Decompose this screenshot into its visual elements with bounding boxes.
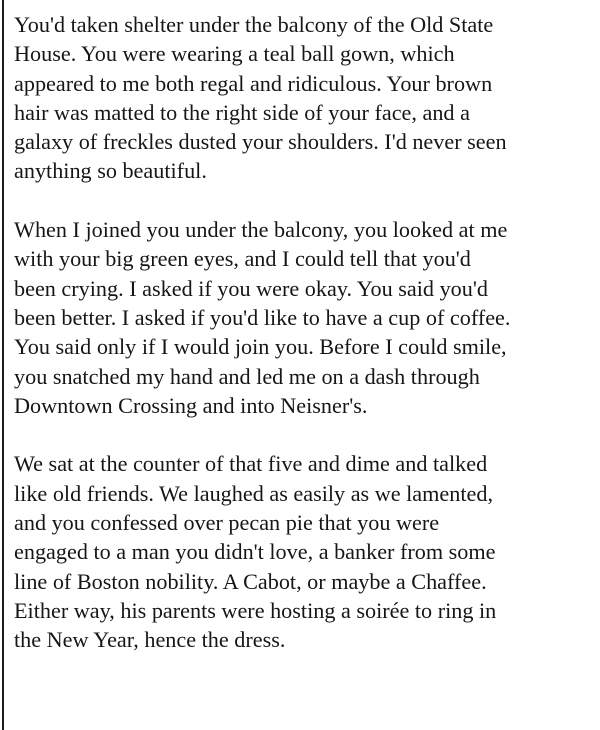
paragraph-line: galaxy of freckles dusted your shoulders. I'd never seen: [14, 129, 507, 155]
paragraph-line: been crying. I asked if you were okay. You said you'd: [14, 275, 488, 301]
paragraph-line: appeared to me both regal and ridiculous. Your brown: [14, 70, 493, 96]
paragraph-line: engaged to a man you didn't love, a banker from some: [14, 539, 496, 565]
paragraph-line: with your big green eyes, and I could tell that you'd: [14, 246, 471, 272]
paragraph-line: anything so beautiful.: [14, 158, 207, 184]
paragraph-line: You said only if I would join you. Before I could smile,: [14, 334, 507, 360]
paragraph-line: you snatched my hand and led me on a dash through: [14, 363, 480, 389]
paragraph-line: line of Boston nobility. A Cabot, or maybe a Chaffee.: [14, 568, 487, 594]
paragraph-line: House. You were wearing a teal ball gown, which: [14, 41, 455, 67]
paragraph-1: [14, 10, 598, 186]
story-text: [14, 10, 598, 655]
paragraph-line: hair was matted to the right side of your face, and a: [14, 99, 470, 125]
paragraph-line: Downtown Crossing and into Neisner's.: [14, 392, 368, 418]
paragraph-line: We sat at the counter of that five and dime and talked: [14, 451, 488, 477]
paragraph-line: and you confessed over pecan pie that you were: [14, 510, 440, 536]
paragraph-2: [14, 215, 598, 420]
left-margin-rule: [2, 0, 4, 730]
paragraph-line: When I joined you under the balcony, you looked at me: [14, 217, 508, 243]
paragraph-line: the New Year, hence the dress.: [14, 627, 286, 653]
paragraph-line: You'd taken shelter under the balcony of the Old State: [14, 12, 494, 37]
paragraph-3: [14, 449, 598, 654]
paragraph-line: Either way, his parents were hosting a soirée to ring in: [14, 597, 497, 623]
paragraph-line: like old friends. We laughed as easily as we lamented,: [14, 480, 494, 506]
paragraph-line: been better. I asked if you'd like to have a cup of coffee.: [14, 304, 511, 330]
